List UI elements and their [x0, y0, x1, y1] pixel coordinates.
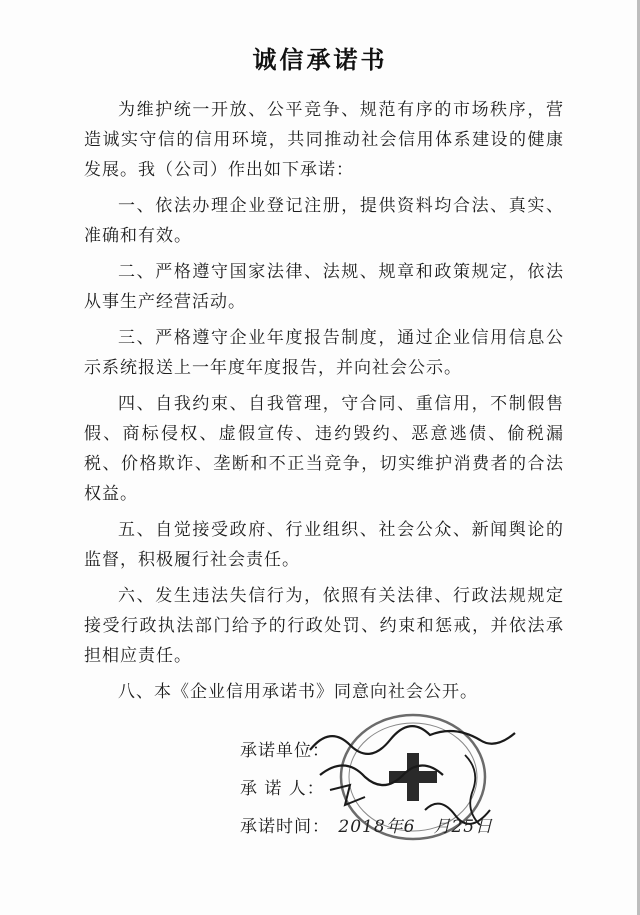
commitment-item-1: 一、依法办理企业登记注册，提供资料均合法、真实、准确和有效。 [84, 196, 564, 246]
commitment-item-8: 八、本《企业信用承诺书》同意向社会公开。 [118, 682, 478, 702]
signature-unit-row [240, 736, 482, 761]
commitment-item-6: 六、发生违法失信行为，依照有关法律、行政法规规定接受行政执法部门给予的行政处罚、约束和惩戒，并依法承担相应责任。 [84, 586, 564, 666]
document-title: 诚信承诺书 [252, 46, 388, 74]
date-label: 承诺时间： [240, 817, 330, 837]
commitment-item-2: 二、严格遵守国家法律、法规、规章和政策规定，依法从事生产经营活动。 [84, 262, 564, 312]
commitment-item-4: 四、自我约束、自我管理，守合同、重信用，不制假售假、商标侵权、虚假宣传、违约毁约、恶意逃债、偷税漏税、价格欺诈、垄断和不正当竞争，切实维护消费者的合法权益。 [84, 394, 564, 504]
signature-date-row [240, 812, 493, 837]
date-value: 2018年6 月25日 [338, 817, 494, 837]
person-label: 承 诺 人： [240, 779, 325, 799]
commitment-item-3: 三、严格遵守企业年度报告制度，通过企业信用信息公示系统报送上一年度年度报告，并向社会公示。 [84, 328, 564, 378]
unit-label: 承诺单位： [240, 741, 330, 761]
commitment-item-5: 五、自觉接受政府、行业组织、社会公众、新闻舆论的监督，积极履行社会责任。 [84, 520, 564, 570]
signature-person-row [240, 774, 374, 799]
document-body [84, 95, 564, 713]
intro-paragraph: 为维护统一开放、公平竞争、规范有序的市场秩序，营造诚实守信的信用环境，共同推动社会信用体系建设的健康发展。我（公司）作出如下承诺： [84, 100, 564, 180]
